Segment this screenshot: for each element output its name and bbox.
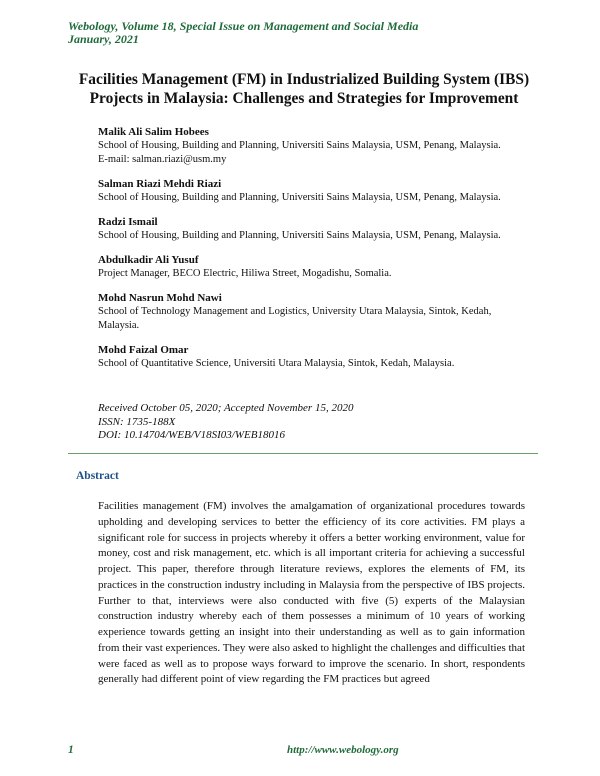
- author-entry: [98, 253, 528, 281]
- doi: DOI: 10.14704/WEB/V18SI03/WEB18016: [98, 429, 285, 441]
- author-entry: [98, 291, 528, 333]
- issn: ISSN: 1735-188X: [98, 415, 176, 428]
- author-affiliation: School of Quantitative Science, Universiti Utara Malaysia, Sintok, Kedah, Malaysia.: [98, 358, 455, 369]
- section-divider: [68, 453, 538, 454]
- author-entry: [98, 125, 528, 167]
- paper-title: [60, 70, 548, 108]
- author-name: Mohd Nasrun Mohd Nawi: [98, 292, 222, 304]
- author-affiliation: School of Housing, Building and Planning, Universiti Sains Malaysia, USM, Penang, Malaysia.: [98, 140, 501, 151]
- received-accepted-dates: Received October 05, 2020; Accepted November 15, 2020: [98, 402, 354, 414]
- author-affiliation: Project Manager, BECO Electric, Hiliwa Street, Mogadishu, Somalia.: [98, 268, 392, 279]
- author-email: E-mail: salman.riazi@usm.my: [98, 154, 227, 165]
- abstract-body: Facilities management (FM) involves the amalgamation of organizational procedures towards upholding and developing services to better the efficiency of its core activities. FM plays a significant role for success in projects whereby it offers a better working environment, value for money, cost and risk management, etc. which is all important criteria for achieving a successful project. This paper, therefore through literature reviews, explores the elements of FM, its practices in the construction industry including in Malaysia from the perspective of IBS projects. Further to that, interviews were also conducted with five (5) experts of the Malaysian construction industry whereby each of them possesses a minimum of 10 years of working experience towards getting an insight into their understanding as well as to gain information from their vast experiences. They were also asked to highlight the challenges and difficulties that were faced as well as to propose ways forward to improve the scenario. In short, respondents generally had different point of view regarding the FM practices but agreed: [98, 500, 525, 686]
- author-entry: [98, 177, 528, 205]
- author-name: Radzi Ismail: [98, 216, 158, 228]
- author-name: Mohd Faizal Omar: [98, 344, 189, 356]
- author-affiliation-continued: Malaysia.: [98, 320, 140, 331]
- author-name: Abdulkadir Ali Yusuf: [98, 254, 199, 266]
- journal-name: Webology, Volume 18, Special Issue on Management and Social Media: [68, 19, 419, 33]
- author-name: Salman Riazi Mehdi Riazi: [98, 178, 222, 190]
- author-list: [98, 125, 528, 381]
- issue-date: January, 2021: [68, 32, 139, 46]
- journal-url-link[interactable]: http://www.webology.org: [287, 744, 399, 756]
- publication-meta: [98, 402, 353, 443]
- author-entry: [98, 343, 528, 371]
- paper-title-line-2: Projects in Malaysia: Challenges and Strategies for Improvement: [89, 90, 519, 107]
- author-name: Malik Ali Salim Hobees: [98, 126, 209, 138]
- author-entry: [98, 215, 528, 243]
- paper-title-line-1: Facilities Management (FM) in Industrialized Building System (IBS): [78, 71, 530, 88]
- author-affiliation: School of Housing, Building and Planning, Universiti Sains Malaysia, USM, Penang, Malaysia.: [98, 192, 501, 203]
- abstract-heading: Abstract: [76, 470, 119, 482]
- author-affiliation: School of Technology Management and Logistics, University Utara Malaysia, Sintok, Kedah,: [98, 306, 492, 317]
- page-number: 1: [68, 744, 74, 756]
- journal-header: [68, 20, 418, 46]
- author-affiliation: School of Housing, Building and Planning, Universiti Sains Malaysia, USM, Penang, Malaysia.: [98, 230, 501, 241]
